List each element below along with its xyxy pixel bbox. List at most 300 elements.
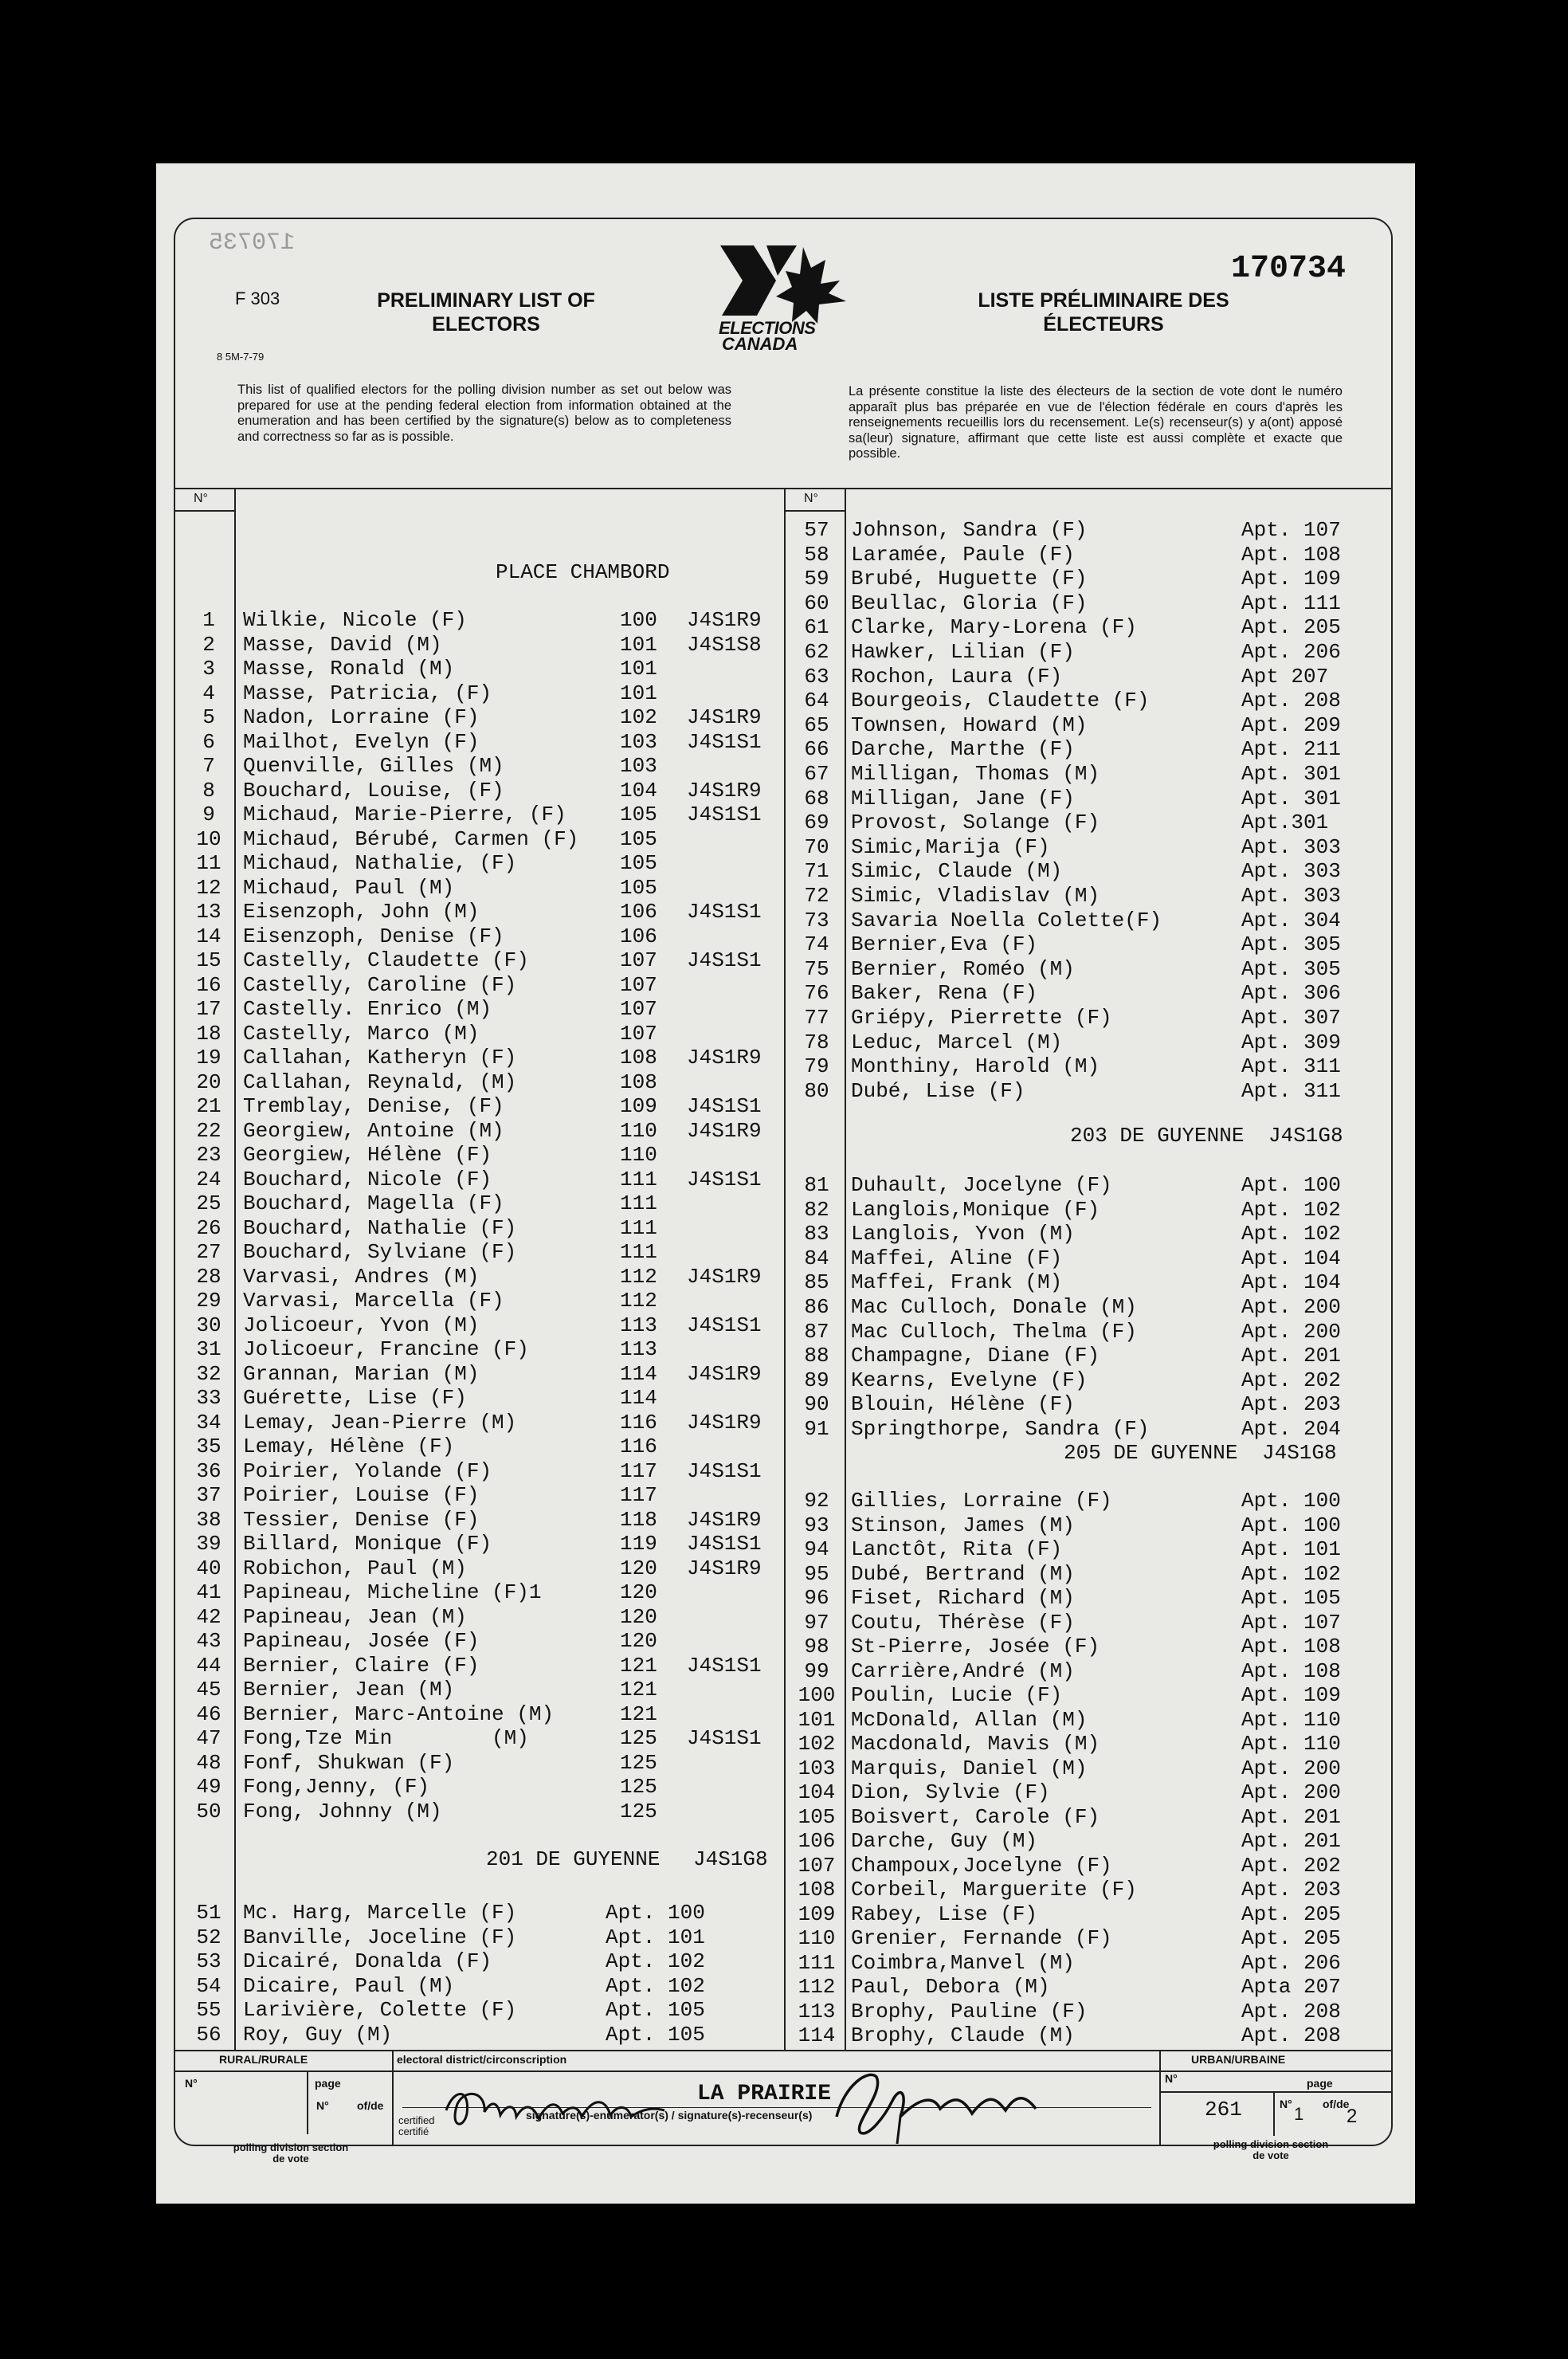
elector-number: 72 [804, 884, 829, 908]
elector-postal-code: J4S1S1 [687, 1653, 762, 1678]
elector-name: Brubé, Huguette (F) [851, 567, 1088, 591]
section-place-chambord: PLACE CHAMBORD [496, 560, 670, 584]
elector-address: Apt. 201 [1241, 1804, 1341, 1829]
elector-address: Apt. 111 [1241, 591, 1341, 615]
elector-name: Simic,Marija (F) [851, 834, 1050, 859]
section-203-code: J4S1G8 [1268, 1124, 1343, 1148]
section-205-street: 205 DE GUYENNE [1064, 1441, 1238, 1465]
elector-name: Springthorpe, Sandra (F) [851, 1417, 1150, 1441]
elector-number: 69 [804, 811, 829, 835]
elector-address: Apt. 203 [1241, 1392, 1341, 1417]
elector-postal-code: J4S1S1 [687, 1532, 762, 1556]
right-no-header: N° [804, 492, 818, 505]
elector-address: Apt. 205 [1241, 615, 1341, 640]
elector-number: 7 [202, 754, 215, 778]
elector-name: Marquis, Daniel (M) [851, 1756, 1088, 1780]
footer-top-rule [174, 2050, 1393, 2051]
elector-number: 111 [798, 1950, 836, 1975]
elector-postal-code: J4S1S1 [687, 900, 762, 924]
elector-name: Stinson, James (M) [851, 1513, 1075, 1537]
elector-name: Baker, Rena (F) [851, 981, 1038, 1006]
elector-number: 30 [196, 1313, 221, 1337]
elector-address: 121 [620, 1653, 657, 1678]
elector-number: 75 [804, 956, 829, 981]
elector-address: Apt. 102 [606, 1973, 705, 1998]
elector-name: St-Pierre, Josée (F) [851, 1635, 1100, 1658]
elector-address: 116 [620, 1410, 657, 1435]
elector-address: Apt. 208 [1241, 1999, 1341, 2023]
elector-address: 118 [620, 1507, 657, 1532]
elector-number: 46 [196, 1702, 221, 1726]
elector-address: 114 [620, 1361, 657, 1386]
elector-address: Apt. 105 [606, 2022, 705, 2047]
elector-address: 113 [620, 1313, 657, 1337]
elector-name: Rabey, Lise (F) [851, 1902, 1038, 1926]
elector-name: Leduc, Marcel (M) [851, 1030, 1063, 1054]
elector-number: 108 [798, 1878, 836, 1902]
elector-address: Apt. 301 [1241, 762, 1341, 786]
urban-of-label: of/de [1323, 2098, 1350, 2110]
elector-number: 21 [196, 1094, 221, 1118]
elector-address: Apt. 200 [1241, 1295, 1341, 1319]
elector-name: Rochon, Laura (F) [851, 664, 1063, 689]
elector-postal-code: J4S1S1 [687, 729, 762, 754]
elector-name: Bernier, Claire (F) [243, 1653, 480, 1678]
elector-address: 107 [620, 997, 657, 1021]
elector-address: 107 [620, 1021, 657, 1046]
elector-name: Brophy, Claude (M) [851, 2023, 1075, 2047]
elector-address: 114 [620, 1386, 657, 1410]
elector-name: Bernier, Roméo (M) [851, 956, 1075, 981]
elector-number: 51 [196, 1901, 221, 1925]
elector-name: Paul, Debora (M) [851, 1975, 1050, 1999]
elector-address: Apt. 303 [1241, 859, 1341, 884]
elector-address: Apt. 311 [1241, 1054, 1341, 1079]
elector-address: Apt. 104 [1241, 1246, 1341, 1270]
table-top-rule [174, 488, 1393, 489]
urban-polling-label: polling division section de vote [1213, 2138, 1329, 2161]
elector-number: 109 [798, 1902, 836, 1926]
elector-number: 12 [196, 875, 221, 900]
elector-number: 56 [196, 2022, 221, 2047]
elector-address: Apt. 206 [1241, 1950, 1341, 1975]
elector-number: 64 [804, 689, 829, 713]
elector-name: Lemay, Hélène (F) [243, 1435, 455, 1458]
elector-name: Nadon, Lorraine (F) [243, 705, 480, 729]
elector-name: Savaria Noella Colette(F) [851, 908, 1162, 932]
elector-number: 73 [804, 908, 829, 932]
elector-address: 111 [620, 1191, 657, 1215]
serial-number: 170734 [1231, 251, 1347, 287]
elector-number: 66 [804, 737, 829, 762]
elector-name: Brophy, Pauline (F) [851, 1999, 1088, 2023]
elector-number: 5 [202, 705, 215, 729]
elector-name: Gillies, Lorraine (F) [851, 1489, 1112, 1513]
elector-name: Champoux,Jocelyne (F) [851, 1853, 1112, 1878]
elector-name: Grenier, Fernande (F) [851, 1926, 1112, 1950]
elector-postal-code: J4S1S1 [687, 1726, 762, 1750]
elector-postal-code: J4S1S1 [687, 1167, 762, 1191]
elector-address: Apt. 205 [1241, 1902, 1341, 1926]
elector-address: 108 [620, 1046, 657, 1070]
elector-address: 107 [620, 972, 657, 997]
elector-name: Quenville, Gilles (M) [243, 754, 504, 778]
elector-number: 63 [804, 664, 829, 689]
elector-number: 52 [196, 1925, 221, 1949]
elector-name: Fong,Tze Min (M) [243, 1726, 529, 1750]
elector-number: 22 [196, 1118, 221, 1143]
elector-address: Apt. 206 [1241, 640, 1341, 664]
certified-label: certified certifié [398, 2114, 435, 2137]
elector-address: 105 [620, 803, 657, 826]
signature-label: signature(s)-enumerator(s) / signature(s)-recenseur(s) [526, 2109, 813, 2122]
elector-address: Apt. 107 [1241, 518, 1341, 542]
elector-number: 2 [202, 632, 215, 657]
elector-number: 49 [196, 1775, 221, 1799]
elector-address: Apt. 306 [1241, 981, 1341, 1006]
elector-name: Papineau, Jean (M) [243, 1604, 467, 1629]
elector-name: Dion, Sylvie (F) [851, 1780, 1050, 1804]
elector-number: 58 [804, 542, 829, 567]
elector-name: Eisenzoph, John (M) [243, 900, 480, 924]
right-no-divider [845, 488, 846, 2050]
elector-number: 114 [798, 2023, 836, 2047]
elector-number: 47 [196, 1726, 221, 1750]
elector-postal-code: J4S1R9 [687, 1410, 762, 1435]
elector-number: 6 [202, 729, 215, 754]
elector-name: Mac Culloch, Thelma (F) [851, 1319, 1137, 1344]
page-of-value: 2 [1347, 2106, 1358, 2127]
rural-of-label: of/de [357, 2099, 384, 2112]
elector-address: Apt. 211 [1241, 737, 1341, 762]
urban-box-divider [1273, 2091, 1275, 2136]
elector-postal-code: J4S1R9 [687, 778, 762, 803]
elector-address: Apt. 301 [1241, 786, 1341, 811]
elector-address: Apt. 305 [1241, 932, 1341, 957]
elector-address: 125 [620, 1750, 657, 1775]
elector-address: 117 [620, 1458, 657, 1483]
elector-name: Johnson, Sandra (F) [851, 518, 1088, 542]
footer-urban-divider [1159, 2050, 1161, 2146]
elector-name: Papineau, Josée (F) [243, 1629, 480, 1653]
elector-address: 106 [620, 900, 657, 924]
elector-number: 54 [196, 1973, 221, 1998]
note-fr: La présente constitue la liste des électeurs de la section de vote dont le numéro apparaît plus bas préparée en vue de l'élection fédérale en cours d'après les renseignements recueillis lors du recensement. Le(s) recenseur(s) y a(ont) apposé sa(leur) signature, affirmant que cette liste est aussi complète et exacte que possible. [849, 384, 1343, 461]
elector-address: 120 [620, 1604, 657, 1629]
elector-postal-code: J4S1S1 [687, 803, 762, 826]
elector-number: 35 [196, 1435, 221, 1458]
elector-number: 90 [804, 1392, 829, 1417]
elector-name: Carrière,André (M) [851, 1658, 1075, 1683]
elector-address: Apt. 309 [1241, 1030, 1341, 1054]
elector-number: 65 [804, 712, 829, 737]
elector-address: Apt. 105 [1241, 1586, 1341, 1610]
elector-name: Fong, Johnny (M) [243, 1799, 442, 1823]
elector-number: 9 [202, 803, 215, 826]
signature-2 [821, 2061, 1060, 2149]
elector-number: 70 [804, 834, 829, 859]
elector-name: Blouin, Hélène (F) [851, 1392, 1075, 1417]
elector-address: 105 [620, 875, 657, 900]
elector-number: 94 [804, 1537, 829, 1561]
elector-address: Apt. 100 [1241, 1173, 1341, 1197]
elector-address: 104 [620, 778, 657, 803]
elector-name: Monthiny, Harold (M) [851, 1054, 1100, 1079]
elector-name: Bourgeois, Claudette (F) [851, 689, 1150, 713]
elector-name: Bouchard, Louise, (F) [243, 778, 504, 803]
elector-name: Roy, Guy (M) [243, 2022, 393, 2047]
elector-postal-code: J4S1R9 [687, 1118, 762, 1143]
polling-division-value: 261 [1205, 2098, 1242, 2122]
elector-name: Bernier, Marc-Antoine (M) [243, 1702, 555, 1726]
elector-name: Varvasi, Andres (M) [243, 1264, 480, 1289]
elector-address: 110 [620, 1143, 657, 1167]
elector-number: 76 [804, 981, 829, 1006]
elector-address: Apt. 100 [1241, 1489, 1341, 1513]
elector-number: 55 [196, 1998, 221, 2022]
elector-name: Boisvert, Carole (F) [851, 1804, 1100, 1829]
rural-polling-label: polling division section de vote [233, 2141, 349, 2165]
elector-address: Apt. 108 [1241, 1658, 1341, 1683]
elector-number: 57 [804, 518, 829, 542]
elector-address: Apt. 200 [1241, 1756, 1341, 1780]
elector-name: Macdonald, Mavis (M) [851, 1732, 1100, 1756]
elector-name: Varvasi, Marcella (F) [243, 1289, 504, 1313]
elector-address: Apt. 100 [1241, 1513, 1341, 1537]
elector-address: Apt. 204 [1241, 1417, 1341, 1441]
elector-number: 31 [196, 1337, 221, 1361]
elector-postal-code: J4S1S1 [687, 1458, 762, 1483]
elector-number: 45 [196, 1678, 221, 1702]
elector-number: 106 [798, 1829, 836, 1853]
elector-address: Apta 207 [1241, 1975, 1341, 1999]
elector-address: Apt. 101 [1241, 1537, 1341, 1561]
elector-address: 103 [620, 729, 657, 754]
elector-address: 125 [620, 1775, 657, 1799]
note-en: This list of qualified electors for the polling division number as set out below was prepared for use at the pending federal election from information obtained at the enumeration and has been certified by the signature(s) below as to completeness and correctness so far as is possible. [237, 383, 731, 444]
elector-address: Apt. 205 [1241, 1926, 1341, 1950]
elector-address: Apt. 108 [1241, 1635, 1341, 1658]
elector-name: Bouchard, Nathalie (F) [243, 1215, 517, 1240]
elector-name: Castelly, Marco (M) [243, 1021, 480, 1046]
elector-address: 105 [620, 826, 657, 851]
urban-label: URBAN/URBAINE [1191, 2053, 1286, 2066]
elector-number: 50 [196, 1799, 221, 1823]
elector-number: 110 [798, 1926, 836, 1950]
elector-address: 120 [620, 1629, 657, 1653]
elector-postal-code: J4S1S8 [687, 632, 762, 657]
elector-number: 86 [804, 1295, 829, 1319]
elector-name: Darche, Marthe (F) [851, 737, 1075, 762]
elector-number: 85 [804, 1270, 829, 1295]
elector-number: 113 [798, 1999, 836, 2023]
elector-number: 23 [196, 1143, 221, 1167]
elector-name: Callahan, Reynald, (M) [243, 1070, 517, 1094]
left-no-divider [234, 488, 236, 2050]
elector-address: Apt. 110 [1241, 1732, 1341, 1756]
elector-address: 111 [620, 1215, 657, 1240]
elector-name: Milligan, Thomas (M) [851, 762, 1100, 786]
signature-1 [438, 2072, 677, 2144]
elector-name: Castelly. Enrico (M) [243, 997, 492, 1021]
elector-number: 32 [196, 1361, 221, 1386]
elector-name: Jolicoeur, Yvon (M) [243, 1313, 480, 1337]
elector-address: Apt. 110 [1241, 1707, 1341, 1732]
elector-number: 53 [196, 1949, 221, 1973]
elector-number: 102 [798, 1732, 836, 1756]
elector-number: 91 [804, 1417, 829, 1441]
elector-number: 39 [196, 1532, 221, 1556]
elector-postal-code: J4S1R9 [687, 1264, 762, 1289]
elector-name: Clarke, Mary-Lorena (F) [851, 615, 1137, 640]
elector-name: Callahan, Katheryn (F) [243, 1046, 517, 1070]
section-205-code: J4S1G8 [1262, 1441, 1337, 1465]
elector-address: 109 [620, 1094, 657, 1118]
urban-no-label: N° [1165, 2072, 1178, 2085]
elector-name: Simic, Vladislav (M) [851, 884, 1100, 908]
elector-name: Laramée, Paule (F) [851, 542, 1075, 567]
title-fr: LISTE PRÉLIMINAIRE DES ÉLECTEURS [978, 289, 1229, 336]
elector-address: Apt. 107 [1241, 1610, 1341, 1635]
form-code: 8 5M-7-79 [217, 351, 265, 363]
elector-number: 68 [804, 786, 829, 811]
elector-number: 100 [798, 1683, 836, 1707]
elector-name: Banville, Joceline (F) [243, 1925, 517, 1949]
elector-name: Dicaire, Paul (M) [243, 1973, 455, 1998]
elector-number: 27 [196, 1240, 221, 1264]
elector-address: 108 [620, 1070, 657, 1094]
district-label: electoral district/circonscription [397, 2053, 567, 2066]
elector-number: 97 [804, 1610, 829, 1635]
elector-number: 81 [804, 1173, 829, 1197]
elector-number: 74 [804, 932, 829, 957]
elector-number: 92 [804, 1489, 829, 1513]
elector-number: 77 [804, 1006, 829, 1030]
elector-postal-code: J4S1R9 [687, 1046, 762, 1070]
elector-address: 102 [620, 705, 657, 729]
elector-address: 112 [620, 1264, 657, 1289]
elector-number: 14 [196, 924, 221, 948]
section-201-street: 201 DE GUYENNE [486, 1847, 661, 1871]
elector-number: 26 [196, 1215, 221, 1240]
elector-number: 20 [196, 1070, 221, 1094]
elector-number: 13 [196, 900, 221, 924]
elector-number: 59 [804, 567, 829, 591]
elector-address: Apt 207 [1241, 664, 1329, 689]
elector-number: 18 [196, 1021, 221, 1046]
elector-number: 71 [804, 859, 829, 884]
elector-number: 41 [196, 1580, 221, 1604]
elector-address: 121 [620, 1702, 657, 1726]
urban-page-label: page [1307, 2077, 1333, 2090]
elector-number: 87 [804, 1319, 829, 1344]
elector-address: Apt. 203 [1241, 1878, 1341, 1902]
elector-address: Apt. 108 [1241, 542, 1341, 567]
elector-name: Bouchard, Sylviane (F) [243, 1240, 517, 1264]
elector-address: Apt. 208 [1241, 2023, 1341, 2047]
elector-name: Dicairé, Donalda (F) [243, 1949, 492, 1973]
elector-number: 37 [196, 1483, 221, 1507]
elector-postal-code: J4S1S1 [687, 1313, 762, 1337]
elector-name: McDonald, Allan (M) [851, 1707, 1088, 1732]
elector-name: Mc. Harg, Marcelle (F) [243, 1901, 517, 1925]
urban-page-no-label: N° [1280, 2098, 1292, 2110]
elector-postal-code: J4S1R9 [687, 608, 762, 632]
elector-name: Poirier, Louise (F) [243, 1483, 480, 1507]
elector-postal-code: J4S1R9 [687, 705, 762, 729]
elector-name: Fonf, Shukwan (F) [243, 1750, 455, 1775]
elector-number: 48 [196, 1750, 221, 1775]
elector-number: 107 [798, 1853, 836, 1878]
elector-name: Masse, Ronald (M) [243, 657, 455, 681]
rural-label: RURAL/RURALE [219, 2053, 308, 2066]
elector-address: 101 [620, 657, 657, 681]
urban-box-rule [1159, 2091, 1393, 2093]
elector-name: Papineau, Micheline (F)1 [243, 1580, 542, 1604]
elector-name: Poulin, Lucie (F) [851, 1683, 1063, 1707]
elector-number: 61 [804, 615, 829, 640]
elector-number: 104 [798, 1780, 836, 1804]
elector-address: Apt. 200 [1241, 1780, 1341, 1804]
elector-name: Billard, Monique (F) [243, 1532, 492, 1556]
elector-number: 42 [196, 1604, 221, 1629]
elector-name: Bernier, Jean (M) [243, 1678, 455, 1702]
logo-text-2: CANADA [722, 334, 798, 354]
elector-address: Apt. 303 [1241, 834, 1341, 859]
elector-address: Apt. 208 [1241, 689, 1341, 713]
elector-address: 113 [620, 1337, 657, 1361]
elector-number: 33 [196, 1386, 221, 1410]
elector-address: 119 [620, 1532, 657, 1556]
elector-address: 121 [620, 1678, 657, 1702]
elector-name: Masse, Patricia, (F) [243, 681, 492, 705]
elector-address: Apt. 102 [1241, 1561, 1341, 1586]
district-value: LA PRAIRIE [697, 2082, 832, 2106]
elector-name: Kearns, Evelyne (F) [851, 1368, 1088, 1392]
elector-address: Apt. 101 [606, 1925, 705, 1949]
elector-number: 11 [196, 851, 221, 875]
elector-number: 15 [196, 948, 221, 972]
elector-name: Darche, Guy (M) [851, 1829, 1038, 1853]
elector-name: Fong,Jenny, (F) [243, 1775, 430, 1799]
elector-address: Apt. 303 [1241, 884, 1341, 908]
elector-name: Lemay, Jean-Pierre (M) [243, 1410, 517, 1435]
elector-number: 103 [798, 1756, 836, 1780]
elector-address: Apt. 201 [1241, 1829, 1341, 1853]
elector-number: 96 [804, 1586, 829, 1610]
rural-page-no-label: N° [316, 2099, 329, 2112]
section-201-code: J4S1G8 [693, 1847, 768, 1871]
elector-name: Bouchard, Magella (F) [243, 1191, 504, 1215]
page-no-value: 1 [1294, 2104, 1304, 2124]
elector-address: 120 [620, 1556, 657, 1580]
elector-name: Bernier,Eva (F) [851, 932, 1038, 957]
elector-number: 19 [196, 1046, 221, 1070]
rural-box-divider [307, 2071, 308, 2134]
elector-name: Langlois,Monique (F) [851, 1197, 1100, 1222]
elector-address: Apt. 304 [1241, 908, 1341, 932]
elector-number: 24 [196, 1167, 221, 1191]
elector-number: 38 [196, 1507, 221, 1532]
elector-name: Castelly, Claudette (F) [243, 948, 529, 972]
elector-number: 79 [804, 1054, 829, 1079]
elector-number: 98 [804, 1635, 829, 1658]
elector-number: 93 [804, 1513, 829, 1537]
elector-number: 101 [798, 1707, 836, 1732]
center-divider [784, 488, 786, 2050]
section-203-street: 203 DE GUYENNE [1070, 1124, 1245, 1148]
elector-number: 43 [196, 1629, 221, 1653]
